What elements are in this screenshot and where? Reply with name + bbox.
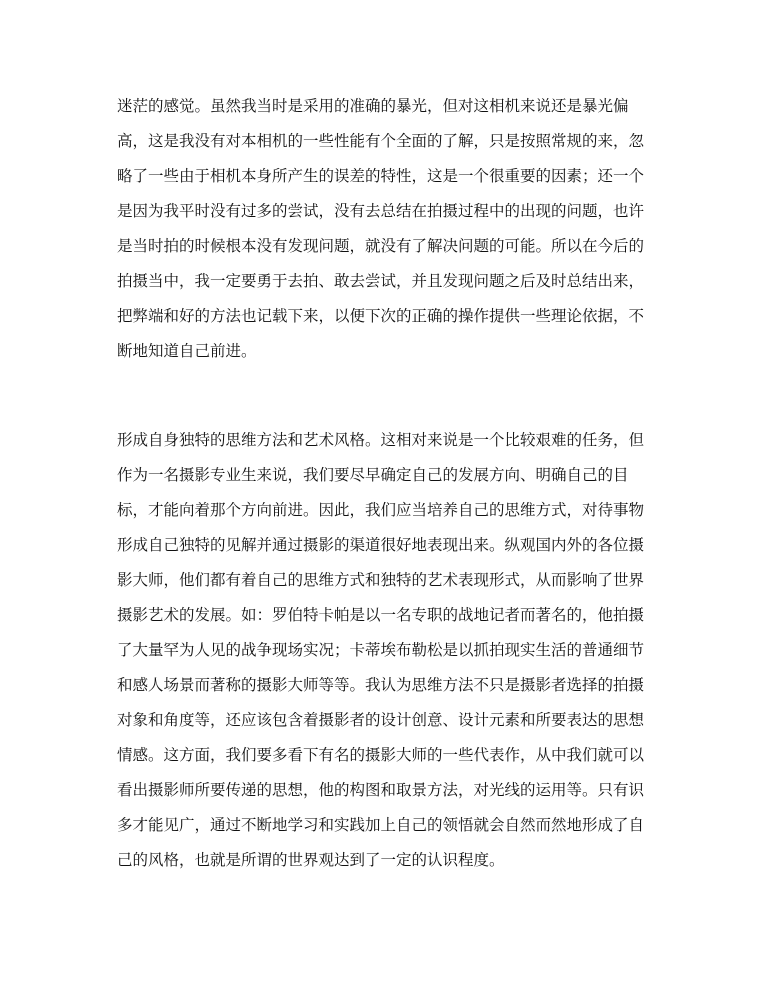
text-line: 形成自身独特的思维方法和艺术风格。这相对来说是一个比较艰难的任务，但 [117,431,645,449]
text-line: 多才能见广，通过不断地学习和实践加上自己的领悟就会自然而然地形成了自 [117,816,645,834]
text-line: 高，这是我没有对本相机的一些性能有个全面的了解，只是按照常规的来，忽 [117,132,645,150]
text-line: 摄影艺术的发展。如：罗伯特卡帕是以一名专职的战地记者而著名的，他拍摄 [117,606,645,624]
text-line: 和感人场景而著称的摄影大师等等。我认为思维方法不只是摄影者选择的拍摄 [117,676,645,694]
text-line: 对象和角度等，还应该包含着摄影者的设计创意、设计元素和所要表达的思想 [117,711,645,729]
text-line: 断地知道自己前进。 [117,342,257,360]
text-line: 是因为我平时没有过多的尝试，没有去总结在拍摄过程中的出现的问题，也许 [117,202,645,220]
text-line: 情感。这方面，我们要多看下有名的摄影大师的一些代表作，从中我们就可以 [117,746,645,764]
text-line: 略了一些由于相机本身所产生的误差的特性，这是一个很重要的因素；还一个 [117,167,645,185]
text-line: 了大量罕为人见的战争现场实况；卡蒂埃布勒松是以抓拍现实生活的普通细节 [117,641,645,659]
text-line: 迷茫的感觉。虽然我当时是采用的准确的暴光，但对这相机来说还是暴光偏 [117,97,629,115]
text-line: 己的风格，也就是所谓的世界观达到了一定的认识程度。 [117,851,505,869]
text-line: 影大师，他们都有着自己的思维方式和独特的艺术表现形式，从而影响了世界 [117,571,645,589]
text-line: 作为一名摄影专业生来说，我们要尽早确定自己的发展方向、明确自己的目 [117,466,629,484]
text-line: 看出摄影师所要传递的思想，他的构图和取景方法，对光线的运用等。只有识 [117,781,645,799]
text-line: 形成自己独特的见解并通过摄影的渠道很好地表现出来。纵观国内外的各位摄 [117,536,645,554]
text-line: 把弊端和好的方法也记载下来，以便下次的正确的操作提供一些理论依据，不 [117,307,645,325]
text-line: 标，才能向着那个方向前进。因此，我们应当培养自己的思维方式，对待事物 [117,501,645,519]
text-line: 拍摄当中，我一定要勇于去拍、敢去尝试，并且发现问题之后及时总结出来， [117,272,645,290]
text-line: 是当时拍的时候根本没有发现问题，就没有了解决问题的可能。所以在今后的 [117,237,645,255]
